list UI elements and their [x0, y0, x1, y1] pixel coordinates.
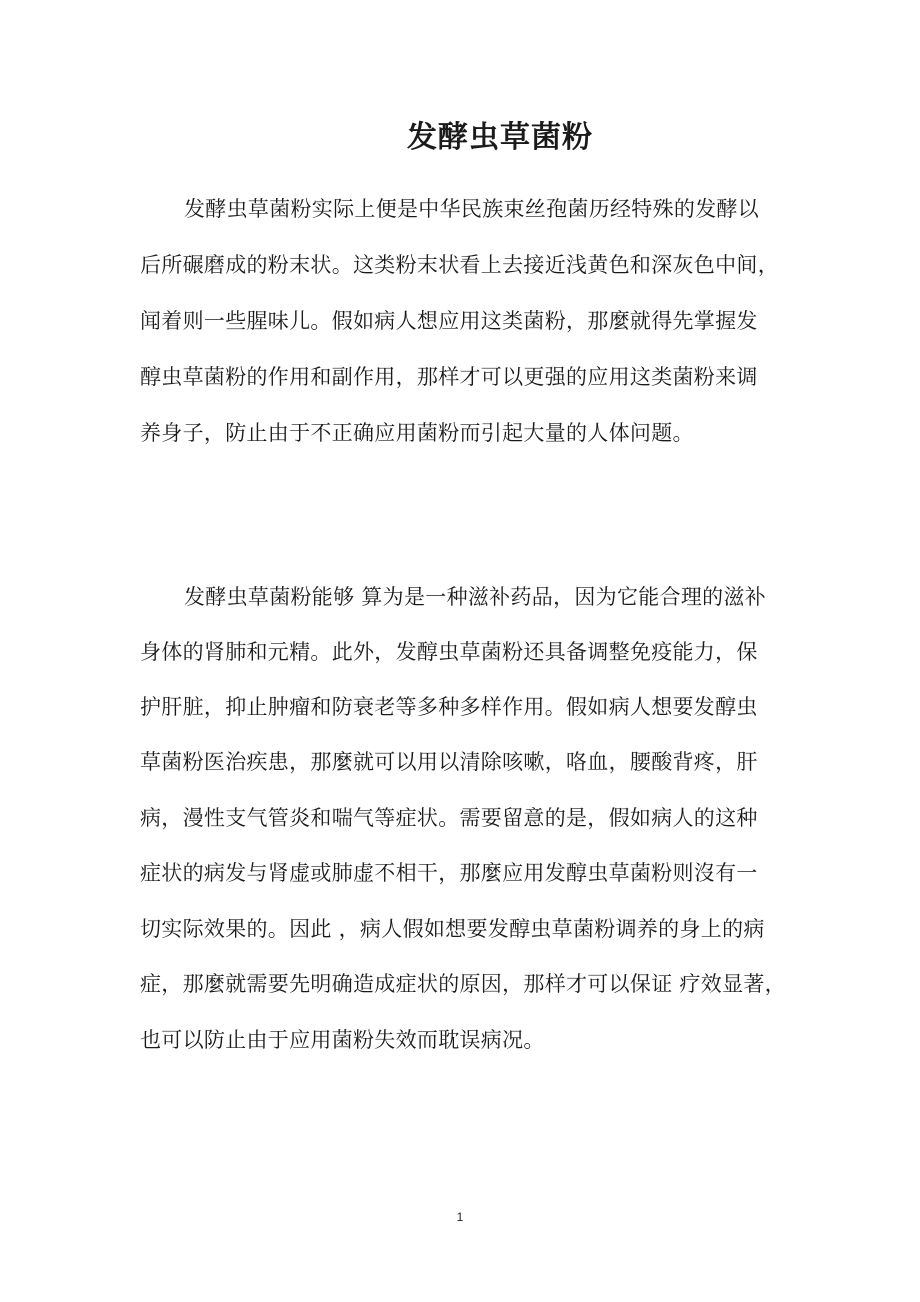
paragraph-2-line: 症状的病发与肾虚或肺虚不相干，那麼应用发醇虫草菌粉则沒有一 [140, 861, 758, 885]
paragraph-2-line: 草菌粉医治疾患，那麼就可以用以清除咳嗽，咯血，腰酸背疼，肝 [140, 750, 758, 774]
paragraph-1-line: 发酵虫草菌粉实际上便是中华民族束丝孢菌历经特殊的发酵以 [184, 197, 760, 221]
paragraph-2-line: 切实际效果的。因此 ，病人假如想要发醇虫草菌粉调养的身上的病 [140, 917, 765, 941]
page-number: 1 [456, 1210, 464, 1224]
paragraph-1-line: 后所碾磨成的粉末状。这类粉末状看上去接近浅黄色和深灰色中间， [140, 253, 779, 277]
document-title: 发酵虫草菌粉 [407, 120, 593, 155]
paragraph-2-line: 也可以防止由于应用菌粉失效而耽误病况。 [140, 1028, 545, 1052]
paragraph-1-line: 醇虫草菌粉的作用和副作用，那样才可以更强的应用这类菌粉来调 [140, 365, 758, 389]
paragraph-2-line: 病，漫性支气管炎和喘气等症状。需要留意的是，假如病人的这种 [140, 806, 758, 830]
paragraph-2-line: 护肝脏，抑止肿瘤和防衰老等多种多样作用。假如病人想要发醇虫 [140, 695, 758, 719]
paragraph-1-line: 养身子，防止由于不正确应用菌粉而引起大量的人体问题。 [140, 421, 694, 445]
paragraph-2-line: 发酵虫草菌粉能够 算为是一种滋补药品，因为它能合理的滋补 [184, 585, 767, 609]
paragraph-2-line: 身体的肾肺和元精。此外，发醇虫草菌粉还具备调整免疫能力，保 [140, 640, 758, 664]
paragraph-1-line: 闻着则一些腥味儿。假如病人想应用这类菌粉，那麼就得先掌握发 [140, 309, 758, 333]
paragraph-2-line: 症，那麼就需要先明确造成症状的原因，那样才可以保证 疗效显著， [140, 972, 786, 996]
